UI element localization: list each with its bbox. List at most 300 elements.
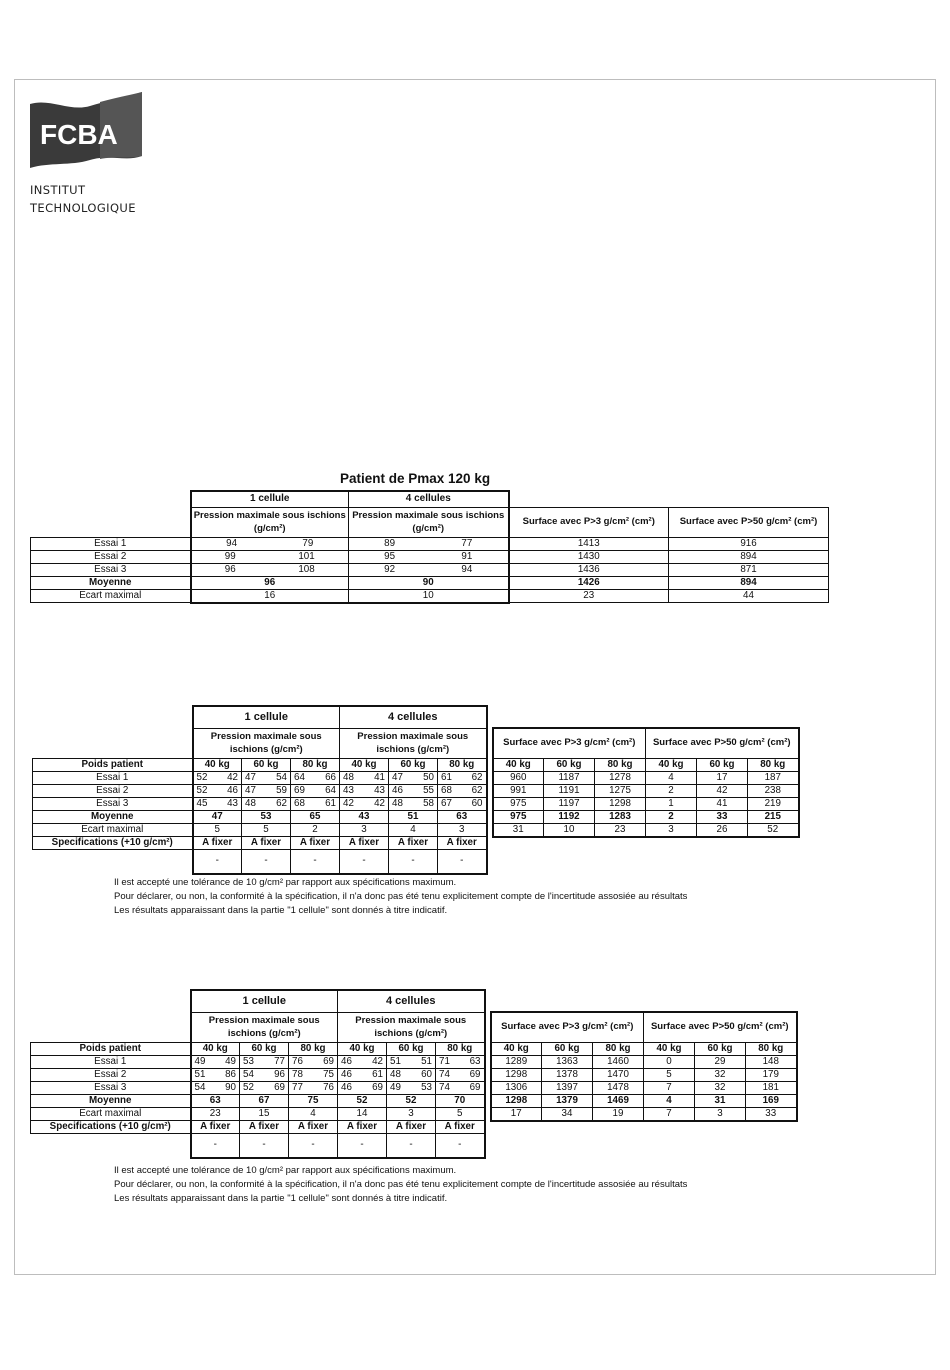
cell-value: 63 (438, 810, 487, 823)
weight-header: 60 kg (695, 1042, 746, 1055)
cell-value: 2 (646, 810, 697, 823)
cell-value: 61 (325, 797, 336, 809)
svg-text:FCBA: FCBA (40, 119, 118, 150)
h-surf50: Surface avec P>50 g/cm² (cm²) (646, 728, 799, 758)
cell-value: 77 (292, 1081, 303, 1093)
cell-value: 34 (542, 1107, 593, 1121)
cell-value: 62 (471, 771, 483, 783)
cell-value: 46 (227, 784, 238, 796)
cell-value: 179 (746, 1068, 797, 1081)
cell-value: 0 (644, 1055, 695, 1068)
cell-value: 3 (438, 823, 487, 837)
note-line: Il est accepté une tolérance de 10 g/cm² par rapport aux spécifications maximum. (114, 877, 457, 888)
t1-cell: 94 (461, 563, 473, 575)
cell-value: - (289, 1134, 338, 1158)
cell-value: 187 (748, 771, 799, 784)
weight-header: 40 kg (191, 1042, 240, 1055)
cell-value: 1187 (544, 771, 595, 784)
t1-cell: 894 (669, 550, 829, 563)
table3 (30, 989, 798, 1159)
cell-value: 52 (338, 1094, 387, 1107)
cell-value: 54 (276, 771, 287, 783)
t1-cell: 91 (461, 550, 473, 562)
cell-value: 51 (194, 1068, 206, 1080)
weight-header: 80 kg (438, 758, 487, 771)
h-surf3: Surface avec P>3 g/cm² (cm²) (493, 728, 646, 758)
h-press-4: Pression maximale sous ischions (g/cm²) (340, 728, 487, 758)
cell-value: 52 (387, 1094, 436, 1107)
t1-h-press-4: Pression maximale sous ischions (g/cm²) (349, 507, 509, 537)
t1-row-label: Essai 1 (31, 537, 191, 550)
cell-value: 46 (341, 1055, 352, 1067)
cell-value: 90 (225, 1081, 236, 1093)
weight-header: 60 kg (240, 1042, 289, 1055)
cell-value: 5 (644, 1068, 695, 1081)
cell-value: 63 (191, 1094, 240, 1107)
table-row (33, 771, 799, 784)
table1-title: Patient de Pmax 120 kg (340, 471, 491, 486)
cell-value: 60 (421, 1068, 432, 1080)
cell-value: 49 (194, 1055, 206, 1067)
h-4cell: 4 cellules (338, 990, 485, 1012)
cell-value: A fixer (338, 1121, 387, 1134)
cell-value: 62 (471, 784, 483, 796)
cell-value: 76 (292, 1055, 303, 1067)
cell-value: 215 (748, 810, 799, 823)
cell-value: 51 (389, 810, 438, 823)
cell-value: 53 (243, 1055, 254, 1067)
cell-value: 48 (392, 797, 403, 809)
table-row-spec (31, 1121, 797, 1134)
cell-value: 69 (274, 1081, 285, 1093)
t1-h-1cell: 1 cellule (191, 491, 349, 507)
h-press-4: Pression maximale sous ischions (g/cm²) (338, 1012, 485, 1042)
cell-value: A fixer (242, 837, 291, 850)
weight-header: 40 kg (493, 758, 544, 771)
cell-value: 75 (323, 1068, 334, 1080)
cell-value: 975 (493, 810, 544, 823)
cell-value: 68 (441, 784, 452, 796)
cell-value: 219 (748, 797, 799, 810)
t1-cell: 23 (509, 589, 669, 603)
t1-cell: 95 (384, 550, 396, 562)
cell-value: 10 (544, 823, 595, 837)
cell-value: 58 (423, 797, 434, 809)
weight-header: 80 kg (289, 1042, 338, 1055)
weight-header: 40 kg (646, 758, 697, 771)
table2-notes (114, 876, 687, 918)
t1-h-surf50: Surface avec P>50 g/cm² (cm²) (669, 507, 829, 537)
cell-value: 67 (240, 1094, 289, 1107)
t1-row-essai3 (31, 563, 829, 576)
cell-value: 49 (390, 1081, 401, 1093)
cell-value: A fixer (289, 1121, 338, 1134)
weight-header: 60 kg (697, 758, 748, 771)
cell-value: 1478 (593, 1081, 644, 1094)
row-label: Specifications (+10 g/cm²) (33, 837, 193, 850)
cell-value: 69 (323, 1055, 334, 1067)
cell-value: 31 (493, 823, 544, 837)
cell-value: 76 (323, 1081, 334, 1093)
cell-value: 2 (646, 784, 697, 797)
cell-value: 74 (439, 1081, 450, 1093)
cell-value: 1298 (491, 1094, 542, 1107)
cell-value: 975 (493, 797, 544, 810)
weight-header: 80 kg (746, 1042, 797, 1055)
cell-value: 64 (325, 784, 336, 796)
weight-header: 40 kg (644, 1042, 695, 1055)
cell-value: 1397 (542, 1081, 593, 1094)
cell-value: 70 (436, 1094, 485, 1107)
cell-value: - (242, 850, 291, 874)
table2 (32, 705, 800, 875)
cell-value: 86 (225, 1068, 236, 1080)
cell-value: - (193, 850, 242, 874)
cell-value: 69 (469, 1068, 481, 1080)
cell-value: 66 (325, 771, 336, 783)
cell-value: - (191, 1134, 240, 1158)
cell-value: 55 (423, 784, 434, 796)
t1-cell: 96 (224, 563, 236, 575)
table-row-ecart (31, 1107, 797, 1121)
cell-value: 69 (294, 784, 305, 796)
cell-value: 43 (343, 784, 354, 796)
poids-label: Poids patient (31, 1042, 191, 1055)
t1-row-essai2 (31, 550, 829, 563)
cell-value: 69 (372, 1081, 383, 1093)
weight-header: 80 kg (593, 1042, 644, 1055)
cell-value: 51 (390, 1055, 401, 1067)
weight-header: 80 kg (436, 1042, 485, 1055)
cell-value: 148 (746, 1055, 797, 1068)
cell-value: 41 (374, 771, 385, 783)
cell-value: 3 (387, 1107, 436, 1121)
cell-value: - (240, 1134, 289, 1158)
t1-cell: 1430 (509, 550, 669, 563)
cell-value: 238 (748, 784, 799, 797)
weight-header: 60 kg (542, 1042, 593, 1055)
row-label: Essai 3 (33, 797, 193, 810)
cell-value: 77 (274, 1055, 285, 1067)
table-row (33, 784, 799, 797)
cell-value: 68 (294, 797, 305, 809)
cell-value: 3 (340, 823, 389, 837)
note-line: Les résultats apparaissant dans la partie "1 cellule" sont donnés à titre indicatif. (114, 905, 448, 916)
cell-value: 78 (292, 1068, 303, 1080)
cell-value: 52 (196, 771, 208, 783)
t1-h-4cell: 4 cellules (349, 491, 509, 507)
row-label: Essai 1 (31, 1055, 191, 1068)
cell-value: 42 (697, 784, 748, 797)
row-label: Ecart maximal (31, 1107, 191, 1121)
cell-value: A fixer (340, 837, 389, 850)
cell-value: 31 (695, 1094, 746, 1107)
cell-value: 61 (372, 1068, 383, 1080)
weight-header: 40 kg (193, 758, 242, 771)
row-label: Essai 1 (33, 771, 193, 784)
weight-header: 60 kg (242, 758, 291, 771)
cell-value: 47 (245, 771, 256, 783)
cell-value: 1197 (544, 797, 595, 810)
cell-value: 47 (193, 810, 242, 823)
cell-value: 64 (294, 771, 305, 783)
t1-cell: 92 (384, 563, 396, 575)
t1-cell: 79 (302, 537, 314, 549)
cell-value: A fixer (438, 837, 487, 850)
cell-value: 33 (697, 810, 748, 823)
note-line: Il est accepté une tolérance de 10 g/cm² par rapport aux spécifications maximum. (114, 1165, 457, 1176)
t1-row-label: Ecart maximal (31, 589, 191, 603)
cell-value: 4 (389, 823, 438, 837)
cell-value: 1192 (544, 810, 595, 823)
cell-value: 1289 (491, 1055, 542, 1068)
cell-value: 46 (341, 1068, 352, 1080)
poids-label: Poids patient (33, 758, 193, 771)
cell-value: 23 (191, 1107, 240, 1121)
row-label: Moyenne (33, 810, 193, 823)
t1-cell: 44 (669, 589, 829, 603)
cell-value: 5 (436, 1107, 485, 1121)
cell-value: 52 (243, 1081, 254, 1093)
cell-value: 47 (392, 771, 403, 783)
row-label: Ecart maximal (33, 823, 193, 837)
fcba-logo (30, 92, 145, 172)
weight-header: 60 kg (389, 758, 438, 771)
cell-value: 59 (276, 784, 287, 796)
cell-value: 51 (421, 1055, 432, 1067)
cell-value: 26 (697, 823, 748, 837)
cell-value: 75 (289, 1094, 338, 1107)
cell-value: 1275 (595, 784, 646, 797)
cell-value: 47 (245, 784, 256, 796)
cell-value: 17 (697, 771, 748, 784)
cell-value: 4 (289, 1107, 338, 1121)
cell-value: 48 (390, 1068, 401, 1080)
cell-value: 32 (695, 1068, 746, 1081)
t1-h-surf3: Surface avec P>3 g/cm² (cm²) (509, 507, 669, 537)
cell-value: - (338, 1134, 387, 1158)
t1-cell: 10 (349, 589, 509, 603)
cell-value: A fixer (389, 837, 438, 850)
cell-value: 991 (493, 784, 544, 797)
cell-value: - (438, 850, 487, 874)
logo-line-2: TECHNOLOGIQUE (30, 201, 136, 215)
table-row-moyenne (33, 810, 799, 823)
cell-value: - (291, 850, 340, 874)
table-row (31, 1055, 797, 1068)
cell-value: 1298 (595, 797, 646, 810)
cell-value: 1363 (542, 1055, 593, 1068)
t1-cell: 101 (298, 550, 315, 562)
cell-value: 42 (343, 797, 354, 809)
note-line: Les résultats apparaissant dans la partie "1 cellule" sont donnés à titre indicatif. (114, 1193, 448, 1204)
cell-value: 48 (245, 797, 256, 809)
t1-cell: 108 (298, 563, 315, 575)
note-line: Pour déclarer, ou non, la conformité à la spécification, il n'a donc pas été tenu explicitement compte de l'incertitude assosiée au résultats (114, 1179, 688, 1190)
cell-value: 4 (644, 1094, 695, 1107)
cell-value: 52 (196, 784, 208, 796)
cell-value: 54 (194, 1081, 206, 1093)
cell-value: 61 (441, 771, 452, 783)
t1-row-essai1 (31, 537, 829, 550)
t1-cell: 1436 (509, 563, 669, 576)
cell-value: 62 (276, 797, 287, 809)
cell-value: 19 (593, 1107, 644, 1121)
t1-cell: 94 (226, 537, 238, 549)
cell-value: A fixer (191, 1121, 240, 1134)
table-row (33, 797, 799, 810)
h-4cell: 4 cellules (340, 706, 487, 728)
cell-value: 42 (372, 1055, 383, 1067)
cell-value: 42 (227, 771, 238, 783)
h-press-1: Pression maximale sous ischions (g/cm²) (193, 728, 340, 758)
cell-value: 43 (374, 784, 385, 796)
table-row (31, 1081, 797, 1094)
row-label: Essai 2 (33, 784, 193, 797)
cell-value: 32 (695, 1081, 746, 1094)
cell-value: 53 (242, 810, 291, 823)
cell-value: 48 (343, 771, 354, 783)
cell-value: 1191 (544, 784, 595, 797)
cell-value: 1306 (491, 1081, 542, 1094)
cell-value: 2 (291, 823, 340, 837)
cell-value: 3 (646, 823, 697, 837)
cell-value: 23 (595, 823, 646, 837)
cell-value: 96 (274, 1068, 285, 1080)
cell-value: 1278 (595, 771, 646, 784)
t1-cell: 1413 (509, 537, 669, 550)
cell-value: A fixer (291, 837, 340, 850)
cell-value: 52 (748, 823, 799, 837)
cell-value: 1283 (595, 810, 646, 823)
cell-value: - (340, 850, 389, 874)
cell-value: 1 (646, 797, 697, 810)
cell-value: 7 (644, 1107, 695, 1121)
cell-value: 4 (646, 771, 697, 784)
cell-value: A fixer (240, 1121, 289, 1134)
cell-value: 42 (374, 797, 385, 809)
row-label: Specifications (+10 g/cm²) (31, 1121, 191, 1134)
table3-notes (114, 1164, 687, 1206)
cell-value: - (389, 850, 438, 874)
cell-value: 71 (439, 1055, 450, 1067)
h-surf3: Surface avec P>3 g/cm² (cm²) (491, 1012, 644, 1042)
cell-value: 46 (341, 1081, 352, 1093)
cell-value: - (387, 1134, 436, 1158)
t1-row-moyenne (31, 576, 829, 589)
cell-value: 53 (421, 1081, 432, 1093)
h-press-1: Pression maximale sous ischions (g/cm²) (191, 1012, 338, 1042)
cell-value: - (436, 1134, 485, 1158)
cell-value: 63 (469, 1055, 481, 1067)
h-1cell: 1 cellule (191, 990, 338, 1012)
table1 (30, 490, 829, 604)
cell-value: 1378 (542, 1068, 593, 1081)
cell-value: 1298 (491, 1068, 542, 1081)
weight-header: 40 kg (340, 758, 389, 771)
cell-value: 7 (644, 1081, 695, 1094)
t1-cell: 1426 (509, 576, 669, 589)
t1-cell: 894 (669, 576, 829, 589)
t1-cell: 16 (191, 589, 349, 603)
cell-value: 5 (242, 823, 291, 837)
cell-value: A fixer (193, 837, 242, 850)
cell-value: 60 (471, 797, 483, 809)
weight-header: 40 kg (491, 1042, 542, 1055)
cell-value: 1460 (593, 1055, 644, 1068)
cell-value: 1470 (593, 1068, 644, 1081)
logo-line-1: INSTITUT (30, 183, 86, 197)
h-surf50: Surface avec P>50 g/cm² (cm²) (644, 1012, 797, 1042)
weight-header: 80 kg (748, 758, 799, 771)
t1-cell: 99 (224, 550, 236, 562)
cell-value: 1379 (542, 1094, 593, 1107)
t1-cell: 90 (349, 576, 509, 589)
t1-cell: 916 (669, 537, 829, 550)
table-row (31, 1068, 797, 1081)
weight-header: 60 kg (544, 758, 595, 771)
cell-value: 46 (392, 784, 403, 796)
cell-value: 74 (439, 1068, 450, 1080)
cell-value: 65 (291, 810, 340, 823)
weight-header: 80 kg (595, 758, 646, 771)
cell-value: 960 (493, 771, 544, 784)
cell-value: 3 (695, 1107, 746, 1121)
t1-h-press-1: Pression maximale sous ischions (g/cm²) (191, 507, 349, 537)
cell-value: 29 (695, 1055, 746, 1068)
t1-cell: 96 (191, 576, 349, 589)
cell-value: 67 (441, 797, 452, 809)
cell-value: 169 (746, 1094, 797, 1107)
h-1cell: 1 cellule (193, 706, 340, 728)
note-line: Pour déclarer, ou non, la conformité à la spécification, il n'a donc pas été tenu explicitement compte de l'incertitude assosiée au résultats (114, 891, 688, 902)
cell-value: 41 (697, 797, 748, 810)
cell-value: 17 (491, 1107, 542, 1121)
t1-cell: 871 (669, 563, 829, 576)
cell-value: A fixer (436, 1121, 485, 1134)
row-label: Essai 3 (31, 1081, 191, 1094)
cell-value: 181 (746, 1081, 797, 1094)
cell-value: 45 (196, 797, 208, 809)
cell-value: A fixer (387, 1121, 436, 1134)
t1-row-label: Essai 2 (31, 550, 191, 563)
cell-value: 50 (423, 771, 434, 783)
t1-row-label: Moyenne (31, 576, 191, 589)
row-label: Moyenne (31, 1094, 191, 1107)
weight-header: 40 kg (338, 1042, 387, 1055)
cell-value: 14 (338, 1107, 387, 1121)
t1-cell: 89 (384, 537, 396, 549)
cell-value: 49 (225, 1055, 236, 1067)
t1-row-label: Essai 3 (31, 563, 191, 576)
cell-value: 69 (469, 1081, 481, 1093)
table-row-spec (33, 837, 799, 850)
weight-header: 80 kg (291, 758, 340, 771)
table-row-moyenne (31, 1094, 797, 1107)
row-label: Essai 2 (31, 1068, 191, 1081)
cell-value: 15 (240, 1107, 289, 1121)
cell-value: 43 (340, 810, 389, 823)
cell-value: 1469 (593, 1094, 644, 1107)
cell-value: 33 (746, 1107, 797, 1121)
weight-header: 60 kg (387, 1042, 436, 1055)
t1-row-ecart (31, 589, 829, 603)
logo-subtitle (30, 181, 136, 217)
cell-value: 5 (193, 823, 242, 837)
table-row-ecart (33, 823, 799, 837)
t1-cell: 77 (461, 537, 473, 549)
cell-value: 54 (243, 1068, 254, 1080)
